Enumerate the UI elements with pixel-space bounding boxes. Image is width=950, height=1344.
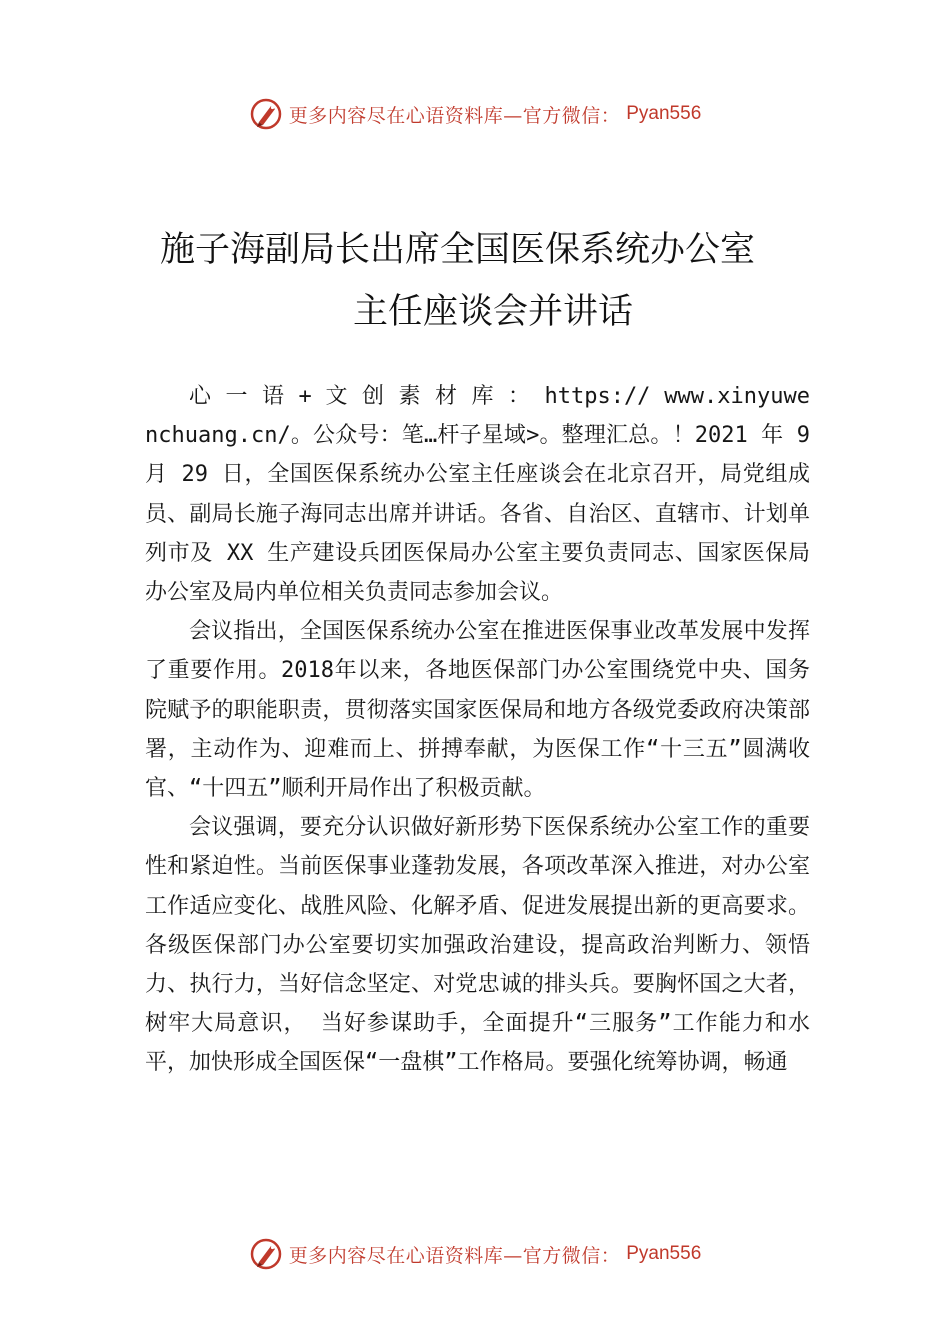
header-wechat-id: Pyan556: [626, 103, 702, 124]
footer-watermark-text: 更多内容尽在心语资料库—官方微信：: [288, 1244, 621, 1267]
footer-wechat-id: Pyan556: [626, 1243, 702, 1264]
document-title-line-2: 主任座谈会并讲话: [353, 292, 634, 332]
body-paragraph-2: 会议指出，全国医保系统办公室在推进医保事业改革发展中发挥了重要作用。2018年以来，各地医保部门办公室围绕党中央、国务院赋予的职能职责，贯彻落实国家医保局和地方各级党委政府决策部署，主动作为、迎难而上、拼搏奉献，为医保工作“十三五”圆满收官、“十四五”顺利开局作出了积极贡献。: [145, 619, 810, 802]
document-body: [145, 377, 810, 1083]
header-watermark-banner: [0, 94, 950, 134]
footer-watermark-banner: [0, 1234, 950, 1274]
header-watermark-text: 更多内容尽在心语资料库—官方微信：: [288, 104, 621, 127]
pen-logo-icon: [249, 97, 283, 131]
body-paragraph-1: 心 一 语 + 文 创 素 材 库 ： https:// www.xinyuwenchuang.cn/。公众号：笔…杆子星域>。整理汇总。！2021 年 9 月 29 日，全国医保系统办公室主任座谈会在北京召开，局党组成员、副局长施子海同志出席并讲话。各省、自治区、直辖市、计划单列市及 XX 生产建设兵团医保局办公室主要负责同志、国家医保局办公室及局内单位相关负责同志参加会议。: [145, 384, 810, 606]
document-title-line-1: 施子海副局长出席全国医保系统办公室: [160, 230, 756, 270]
pen-logo-icon: [249, 1237, 283, 1271]
body-paragraph-3: 会议强调，要充分认识做好新形势下医保系统办公室工作的重要性和紧迫性。当前医保事业蓬勃发展，各项改革深入推进，对办公室工作适应变化、战胜风险、化解矛盾、促进发展提出新的更高要求。各级医保部门办公室要切实加强政治建设，提高政治判断力、领悟力、执行力，当好信念坚定、对党忠诚的排头兵。要胸怀国之大者，树牢大局意识， 当好参谋助手，全面提升“三服务”工作能力和水平，加快形成全国医保“一盘棋”工作格局。要强化统筹协调，畅通: [145, 815, 810, 1076]
